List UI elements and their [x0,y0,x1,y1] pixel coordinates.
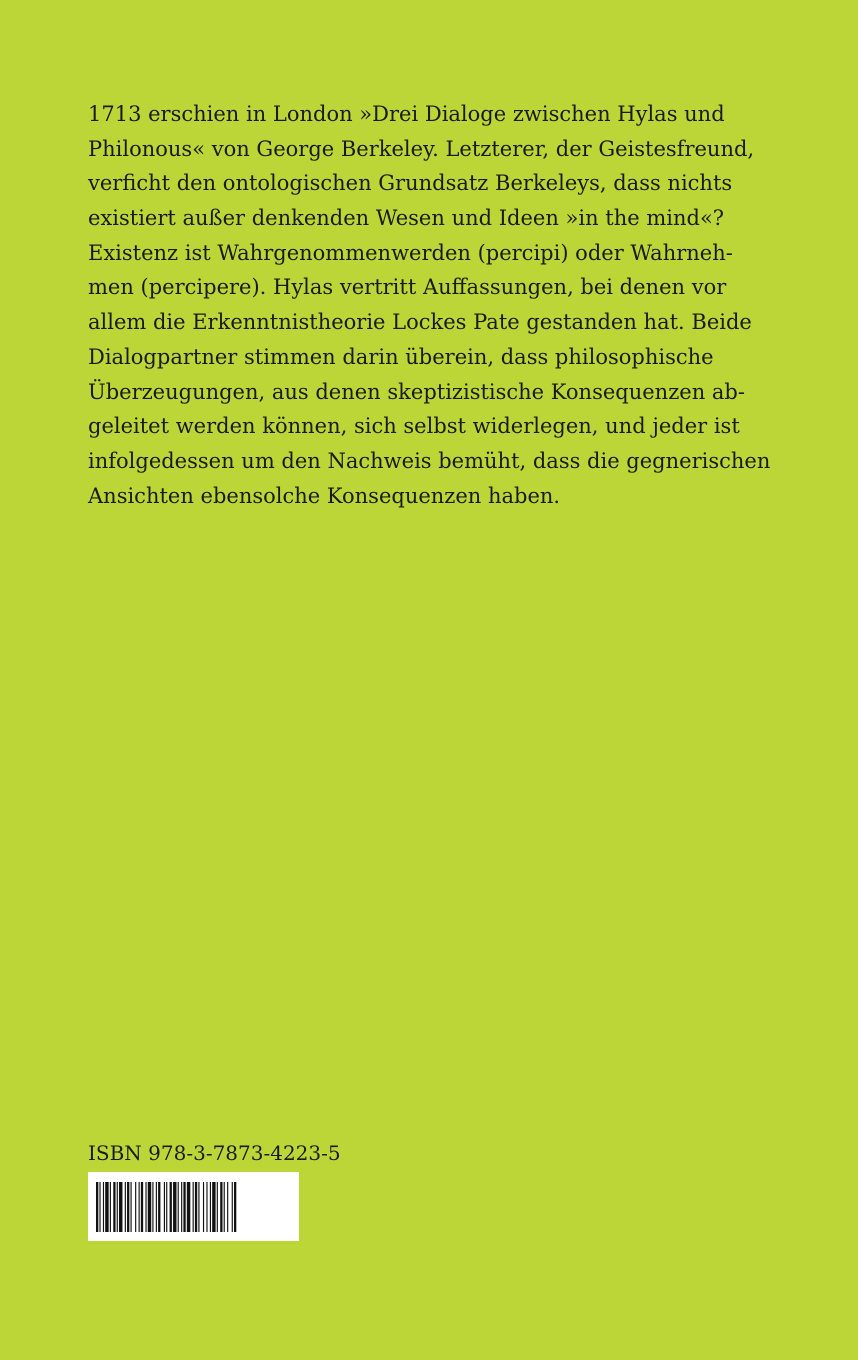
barcode [88,1172,299,1241]
blurb-line: infolgedessen um den Nachweis bemüht, dass die gegnerischen [88,448,771,473]
isbn-number: ISBN 978-3-7873-4223-5 [88,1141,341,1165]
barcode-bar [195,1182,197,1232]
barcode-bar [210,1182,211,1232]
barcode-bar [127,1182,129,1232]
barcode-bar [96,1182,98,1232]
barcode-bar [125,1182,126,1232]
blurb-line: men (percipere). Hylas vertritt Auffassungen, bei denen vor [88,275,727,300]
barcode-bar [99,1182,100,1232]
barcode-bar [224,1182,225,1232]
barcode-bar [193,1182,194,1232]
barcode-bar [164,1182,165,1232]
barcode-bar [232,1182,233,1232]
blurb-line: allem die Erkenntnistheorie Lockes Pate gestanden hat. Beide [88,310,752,335]
blurb-line: verficht den ontologischen Grundsatz Berkeleys, dass nichts [88,171,733,196]
barcode-bar [103,1182,104,1232]
barcode-bar [212,1182,215,1232]
barcode-bar [183,1182,185,1232]
barcode-bar [131,1182,132,1232]
barcode-bar [234,1182,236,1232]
barcode-bar [156,1182,157,1232]
barcode-bar [141,1182,143,1232]
barcode-bar [173,1182,176,1232]
barcode-bar [105,1182,108,1232]
barcode-bar [148,1182,151,1232]
barcode-bar [220,1182,222,1232]
barcode-bars [96,1182,291,1232]
blurb-line: existiert außer denkenden Wesen und Ideen »in the mind«? [88,206,725,231]
barcode-bar [117,1182,118,1232]
blurb-line: Dialogpartner stimmen darin überein, dass philosophische [88,344,714,369]
barcode-bar [152,1182,153,1232]
blurb-line: geleitet werden können, sich selbst widerlegen, und jeder ist [88,414,740,439]
blurb-line: Philonous« von George Berkeley. Letzterer, der Geistesfreund, [88,136,755,161]
barcode-bar [181,1182,182,1232]
barcode-bar [170,1182,172,1232]
back-cover-blurb [88,97,771,513]
barcode-bar [198,1182,199,1232]
barcode-bar [113,1182,115,1232]
blurb-line: Existenz ist Wahrgenommenwerden (percipi) oder Wahrneh- [88,240,733,265]
barcode-bar [158,1182,160,1232]
barcode-bar [135,1182,136,1232]
barcode-bar [206,1182,207,1232]
barcode-bar [217,1182,218,1232]
barcode-bar [119,1182,122,1232]
barcode-bar [139,1182,140,1232]
isbn-block [88,1138,341,1241]
barcode-bar [110,1182,111,1232]
barcode-bar [145,1182,146,1232]
barcode-bar [203,1182,204,1232]
blurb-line: Überzeugungen, aus denen skeptizistische Konsequenzen ab- [88,379,745,404]
barcode-bar [187,1182,190,1232]
blurb-line: 1713 erschien in London »Drei Dialoge zwischen Hylas und [88,102,725,126]
barcode-bar [166,1182,167,1232]
barcode-bar [227,1182,228,1232]
barcode-bar [178,1182,179,1232]
blurb-line: Ansichten ebensolche Konsequenzen haben. [88,483,561,508]
